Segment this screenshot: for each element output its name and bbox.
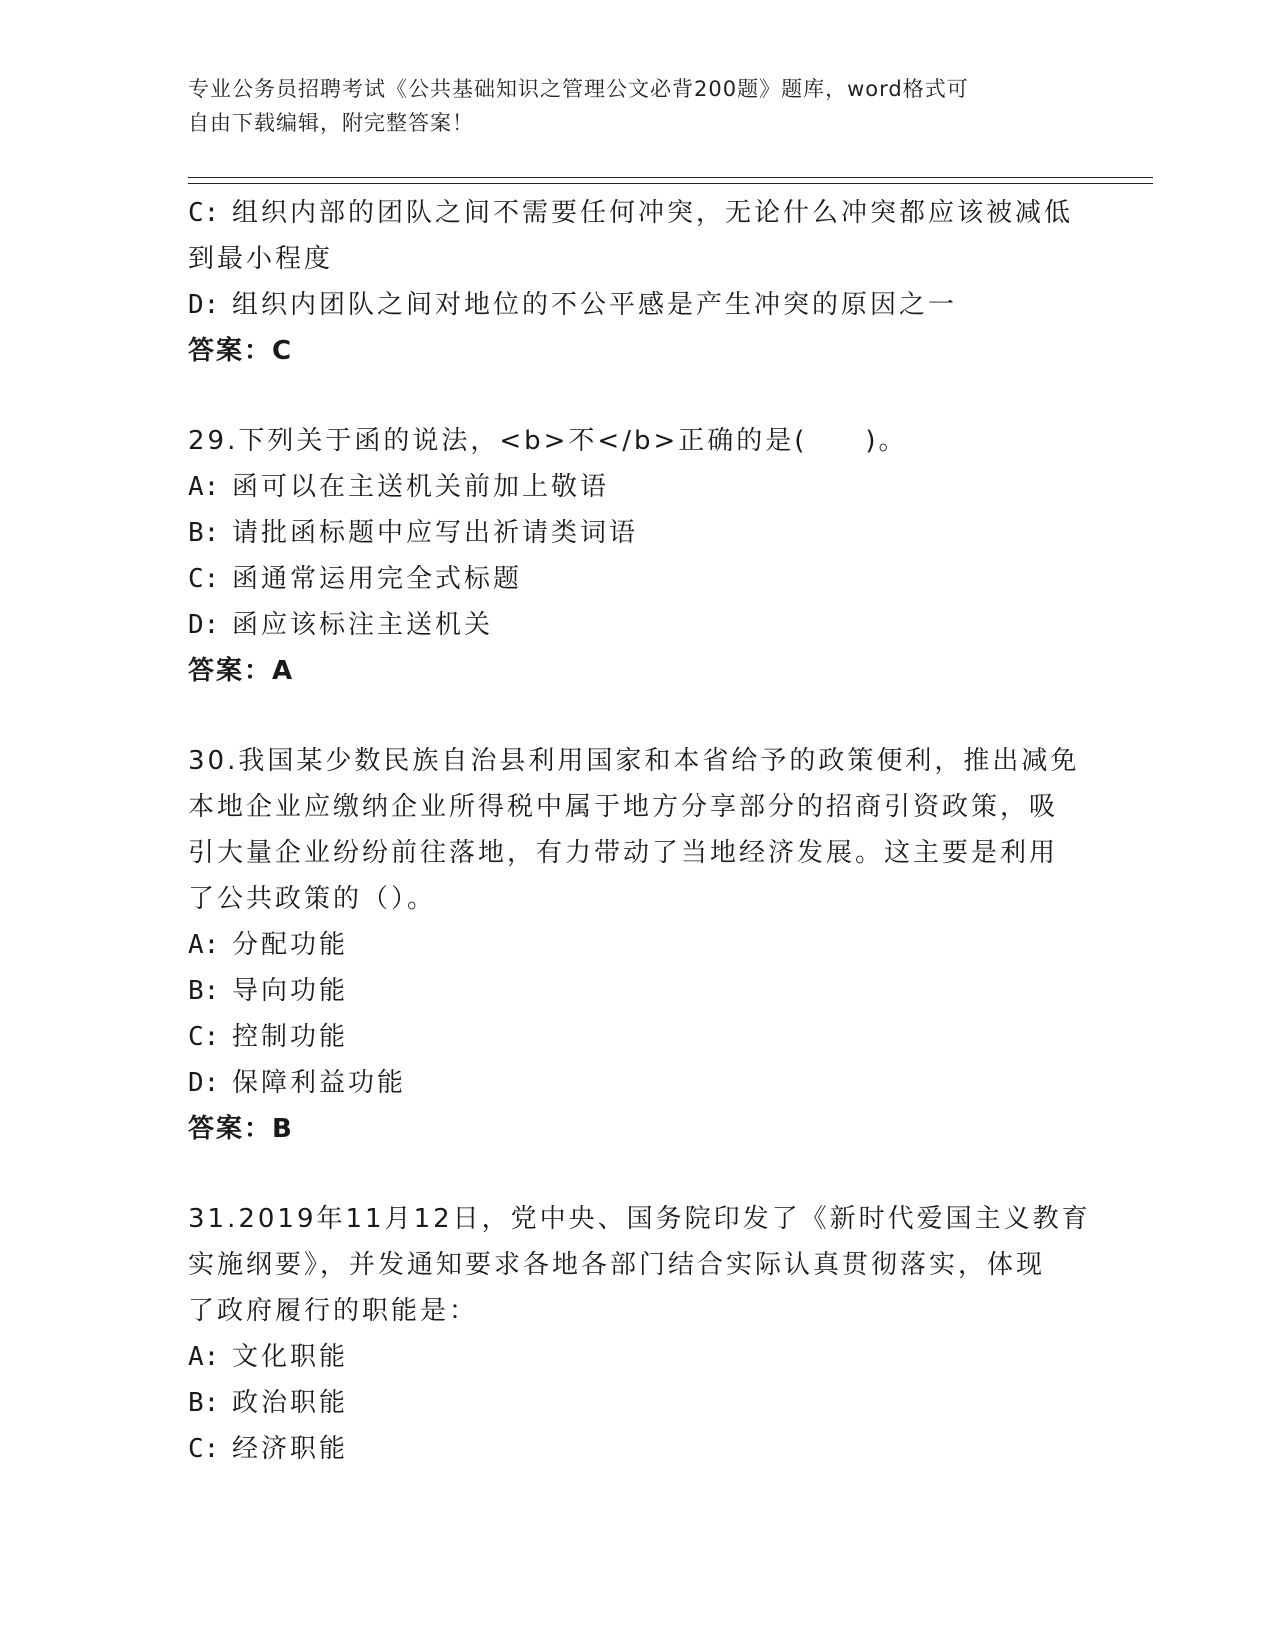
document-header xyxy=(188,72,1088,140)
answer-line: 答案：B xyxy=(188,1114,294,1144)
option-key: B: xyxy=(188,518,220,548)
option-text-continuation: 到最小程度 xyxy=(188,244,334,274)
header-rule-top xyxy=(188,177,1153,178)
option-key: B: xyxy=(188,1388,220,1418)
question-28 xyxy=(188,190,1088,374)
option-text: 函可以在主送机关前加上敬语 xyxy=(232,472,610,502)
option-a xyxy=(188,922,1088,968)
option-a xyxy=(188,464,1088,510)
answer-line: 答案：A xyxy=(188,656,295,686)
option-text: 导向功能 xyxy=(232,976,349,1006)
option-text: 政治职能 xyxy=(232,1388,349,1418)
option-d xyxy=(188,602,1088,648)
answer-line: 答案：C xyxy=(188,336,294,366)
option-b xyxy=(188,968,1088,1014)
option-key: D: xyxy=(188,610,220,640)
option-key: D: xyxy=(188,290,220,320)
header-line-2: 自由下载编辑，附完整答案！ xyxy=(188,111,474,135)
header-rule-bottom xyxy=(188,183,1153,184)
option-text: 经济职能 xyxy=(232,1434,349,1464)
option-text: 组织内部的团队之间不需要任何冲突，无论什么冲突都应该被减低 xyxy=(232,198,1074,228)
option-d xyxy=(188,282,1088,328)
option-c xyxy=(188,1014,1088,1060)
question-stem: 引大量企业纷纷前往落地，有力带动了当地经济发展。这主要是利用 xyxy=(188,838,1059,868)
option-key: A: xyxy=(188,930,220,960)
option-b xyxy=(188,1380,1088,1426)
option-c xyxy=(188,190,1088,236)
question-stem: 30.我国某少数民族自治县利用国家和本省给予的政策便利，推出减免 xyxy=(188,746,1080,776)
option-text: 组织内团队之间对地位的不公平感是产生冲突的原因之一 xyxy=(232,290,958,320)
question-stem: 31.2019年11月12日，党中央、国务院印发了《新时代爱国主义教育 xyxy=(188,1204,1091,1234)
document-body xyxy=(188,190,1091,1472)
option-key: C: xyxy=(188,1434,220,1464)
option-text: 保障利益功能 xyxy=(232,1068,407,1098)
option-key: C: xyxy=(188,564,220,594)
option-text: 分配功能 xyxy=(232,930,349,960)
option-text: 函通常运用完全式标题 xyxy=(232,564,523,594)
option-c xyxy=(188,1426,1088,1472)
option-key: D: xyxy=(188,1068,220,1098)
option-a xyxy=(188,1334,1088,1380)
option-text: 请批函标题中应写出祈请类词语 xyxy=(232,518,639,548)
option-key: C: xyxy=(188,198,220,228)
question-30 xyxy=(188,738,1088,1152)
question-stem: 了公共政策的（）。 xyxy=(188,884,437,914)
question-29 xyxy=(188,418,1088,694)
header-line-1: 专业公务员招聘考试《公共基础知识之管理公文必背200题》题库，word格式可 xyxy=(188,77,969,101)
option-key: C: xyxy=(188,1022,220,1052)
option-text: 控制功能 xyxy=(232,1022,349,1052)
option-text: 文化职能 xyxy=(232,1342,349,1372)
option-b xyxy=(188,510,1088,556)
question-stem: 实施纲要》，并发通知要求各地各部门结合实际认真贯彻落实，体现 xyxy=(188,1250,1046,1280)
question-stem: 本地企业应缴纳企业所得税中属于地方分享部分的招商引资政策，吸 xyxy=(188,792,1059,822)
option-text: 函应该标注主送机关 xyxy=(232,610,494,640)
option-key: A: xyxy=(188,472,220,502)
question-31 xyxy=(188,1196,1091,1472)
option-key: B: xyxy=(188,976,220,1006)
option-key: A: xyxy=(188,1342,220,1372)
option-c xyxy=(188,556,1088,602)
option-d xyxy=(188,1060,1088,1106)
question-stem: 29.下列关于函的说法，<b>不</b>正确的是( )。 xyxy=(188,426,908,456)
question-stem: 了政府履行的职能是： xyxy=(188,1296,479,1326)
